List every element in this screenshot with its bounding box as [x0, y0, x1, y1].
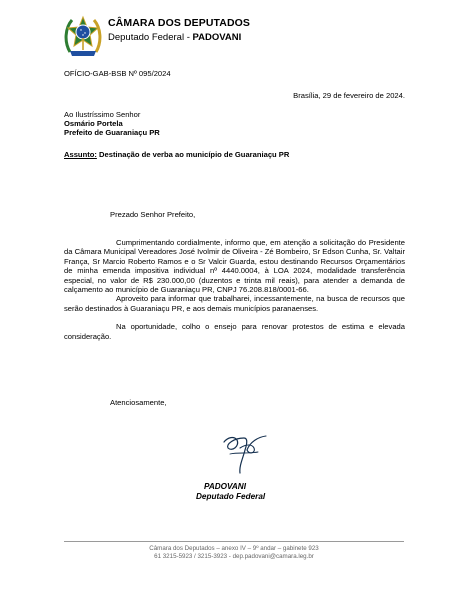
reference-number: OFÍCIO-GAB-BSB Nº 095/2024 — [64, 69, 171, 78]
closing: Atenciosamente, — [110, 398, 167, 407]
footer-contact: 61 3215-5923 / 3215-3923 - dep.padovani@camara.leg.br — [154, 553, 314, 560]
institution-title: CÂMARA DOS DEPUTADOS — [108, 17, 251, 29]
handwritten-signature — [218, 428, 274, 476]
recipient-salutation: Ao Ilustríssimo Senhor — [64, 110, 141, 119]
deputy-name: PADOVANI — [192, 32, 242, 43]
paragraph-1: Cumprimentando cordialmente, informo que, em atenção a solicitação do Presidente da Câmara Municipal Vereadores José Ivolmir de Oliveira - Zé Bombeiro, Sr Edson Cunha, Sr. Valtair França, Sr Marcio Roberto Ramos e o Sr Valcir Guarda, estou destinando Recursos Orçamentários de minha emenda impositiva individual nº 4440.0004, à LOA 2024, modalidade transferência especial, no valor de R$ 230.000,00 (duzentos e trinta mil reais), para atender a demanda de calçamento ao município de Guaraniaçu PR, CNPJ 76.208.818/0001-66. — [64, 238, 405, 295]
subject-text: Destinação de verba ao município de Guaraniaçu PR — [96, 150, 290, 159]
deputy-subtitle — [108, 32, 241, 43]
paragraph-2: Aproveito para informar que trabalharei, incessantemente, na busca de recursos que serão destinados à Guaraniaçu PR, e aos demais municípios paranaenses. — [64, 294, 405, 313]
subtitle-prefix: Deputado Federal - — [108, 32, 193, 43]
recipient-name: Osmário Portela — [64, 119, 123, 128]
footer-address: Câmara dos Deputados – anexo IV – 9º andar – gabinete 923 — [149, 545, 319, 552]
greeting: Prezado Senhor Prefeito, — [110, 210, 196, 219]
signature-name: PADOVANI — [204, 482, 246, 491]
recipient-title: Prefeito de Guaraniaçu PR — [64, 128, 160, 137]
subject-line — [64, 150, 289, 159]
body-paragraphs — [64, 238, 405, 341]
place-date: Brasília, 29 de fevereiro de 2024. — [293, 91, 405, 100]
signature-title: Deputado Federal — [196, 492, 266, 501]
footer-divider — [64, 541, 404, 542]
subject-label: Assunto: — [64, 150, 97, 159]
paragraph-3: Na oportunidade, colho o ensejo para renovar protestos de estima e elevada consideração. — [64, 322, 405, 341]
coat-of-arms-icon — [64, 14, 102, 58]
